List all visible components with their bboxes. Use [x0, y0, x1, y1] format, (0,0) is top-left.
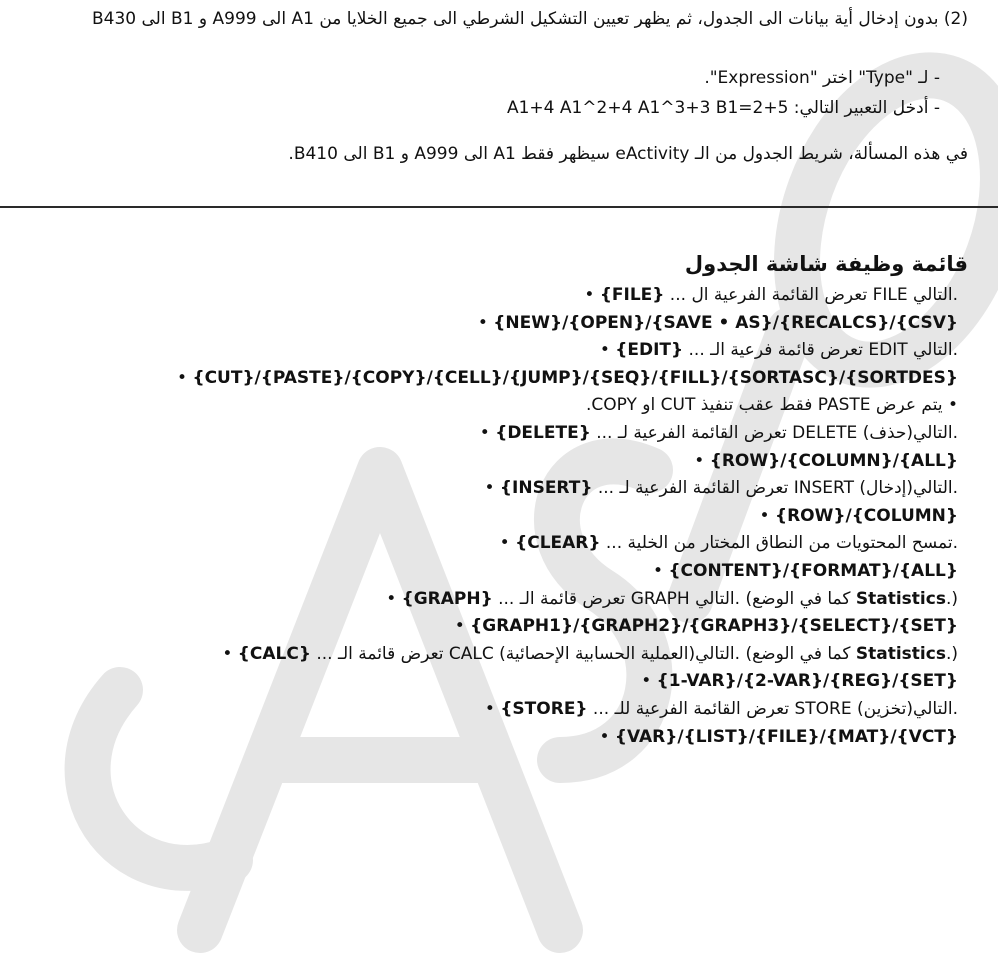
- menu-item-calc: • {CALC} ... تعرض قائمة الـ CALC (العملية الحسابية الإحصائية)التالي. (كما في الوضع Statistics.): [222, 643, 958, 664]
- submenu-text: {NEW}/{OPEN}/{SAVE • AS}/{RECALCS}/{CSV}: [493, 312, 958, 333]
- submenu-store: • {VAR}/{LIST}/{FILE}/{MAT}/{VCT}: [599, 726, 958, 747]
- submenu-text: {ROW}/{COLUMN}/{ALL}: [709, 450, 958, 471]
- menu-item-edit: • {EDIT} ... تعرض قائمة فرعية الـ EDIT التالي.: [599, 340, 958, 361]
- section-title: قائمة وظيفة شاشة الجدول: [684, 252, 968, 276]
- submenu-clear: • {CONTENT}/{FORMAT}/{ALL}: [653, 561, 958, 581]
- menu-key: {INSERT}: [499, 478, 593, 499]
- intro-step-type: - لـ "Type" اختر "Expression".: [704, 68, 940, 88]
- menu-desc: ... تعرض القائمة الفرعية ال FILE التالي.: [664, 285, 958, 305]
- note-text: يتم عرض PASTE فقط عقب تنفيذ CUT او COPY.: [585, 395, 943, 416]
- menu-key: {EDIT}: [615, 340, 684, 361]
- intro-step-expression: - أدخل التعبير التالي: 5+A1+4 A1^2+4 A1^3+3 B1=2: [506, 98, 940, 118]
- menu-item-delete: • {DELETE} ... تعرض القائمة الفرعية لـ DELETE (حذف)التالي.: [479, 423, 958, 443]
- submenu-text: {ROW}/{COLUMN}: [774, 505, 958, 526]
- menu-key: {FILE}: [599, 285, 665, 305]
- menu-desc-tail: .): [945, 588, 958, 609]
- menu-desc: ... تعرض القائمة الفرعية لـ DELETE (حذف)التالي.: [590, 423, 958, 443]
- menu-note-paste: • يتم عرض PASTE فقط عقب تنفيذ CUT او COPY.: [585, 395, 958, 416]
- mode-name: Statistics: [855, 588, 946, 609]
- menu-desc-tail: .): [945, 643, 958, 664]
- mode-name: Statistics: [855, 643, 946, 664]
- submenu-text: {GRAPH1}/{GRAPH2}/{GRAPH3}/{SELECT}/{SET}: [470, 616, 958, 637]
- menu-desc: ... تعرض قائمة الـ GRAPH التالي. (كما في الوضع: [492, 588, 856, 609]
- menu-item-store: • {STORE} ... تعرض القائمة الفرعية للـ STORE (تخزين)التالي.: [484, 699, 958, 719]
- menu-desc: ... تمسح المحتويات من النطاق المختار من الخلية.: [600, 533, 958, 554]
- intro-note: في هذه المسألة، شريط الجدول من الـ eActivity سيظهر فقط A1 الى A999 و B1 الى B410.: [288, 144, 968, 164]
- menu-item-file: • {FILE} ... تعرض القائمة الفرعية ال FILE التالي.: [584, 285, 958, 305]
- menu-key: {STORE}: [500, 699, 588, 719]
- menu-key: {CLEAR}: [515, 533, 601, 554]
- menu-item-clear: • {CLEAR} ... تمسح المحتويات من النطاق المختار من الخلية.: [499, 533, 958, 554]
- submenu-delete: • {ROW}/{COLUMN}/{ALL}: [694, 450, 958, 471]
- menu-desc: ... تعرض قائمة الـ CALC (العملية الحسابية الإحصائية)التالي. (كما في الوضع: [310, 643, 856, 664]
- menu-item-graph: • {GRAPH} ... تعرض قائمة الـ GRAPH التالي. (كما في الوضع Statistics.): [386, 588, 958, 609]
- intro-paragraph: (2) بدون إدخال أية بيانات الى الجدول، ثم يظهر تعيين التشكيل الشرطي الى جميع الخلايا من A1 الى A999 و B1 الى B430: [91, 9, 968, 29]
- menu-key: {DELETE}: [495, 423, 591, 443]
- menu-desc: ... تعرض قائمة فرعية الـ EDIT التالي.: [683, 340, 958, 361]
- menu-key: {CALC}: [237, 643, 311, 664]
- menu-desc: ... تعرض القائمة الفرعية للـ STORE (تخزين)التالي.: [587, 699, 958, 719]
- menu-item-insert: • {INSERT} ... تعرض القائمة الفرعية لـ INSERT (إدخال)التالي.: [484, 478, 958, 499]
- submenu-calc: • {1-VAR}/{2-VAR}/{REG}/{SET}: [641, 671, 958, 692]
- submenu-text: {CONTENT}/{FORMAT}/{ALL}: [668, 561, 958, 581]
- submenu-text: {1-VAR}/{2-VAR}/{REG}/{SET}: [656, 671, 958, 692]
- submenu-edit: • {CUT}/{PASTE}/{COPY}/{CELL}/{JUMP}/{SEQ}/{FILL}/{SORTASC}/{SORTDES}: [177, 367, 958, 388]
- menu-desc: ... تعرض القائمة الفرعية لـ INSERT (إدخال)التالي.: [592, 478, 958, 499]
- submenu-file: • {NEW}/{OPEN}/{SAVE • AS}/{RECALCS}/{CSV}: [477, 312, 958, 333]
- submenu-text: {VAR}/{LIST}/{FILE}/{MAT}/{VCT}: [614, 726, 958, 747]
- submenu-text: {CUT}/{PASTE}/{COPY}/{CELL}/{JUMP}/{SEQ}/{FILL}/{SORTASC}/{SORTDES}: [192, 367, 958, 388]
- menu-key: {GRAPH}: [401, 588, 493, 609]
- section-divider: [0, 206, 998, 208]
- submenu-insert: • {ROW}/{COLUMN}: [759, 505, 958, 526]
- submenu-graph: • {GRAPH1}/{GRAPH2}/{GRAPH3}/{SELECT}/{SET}: [454, 616, 958, 637]
